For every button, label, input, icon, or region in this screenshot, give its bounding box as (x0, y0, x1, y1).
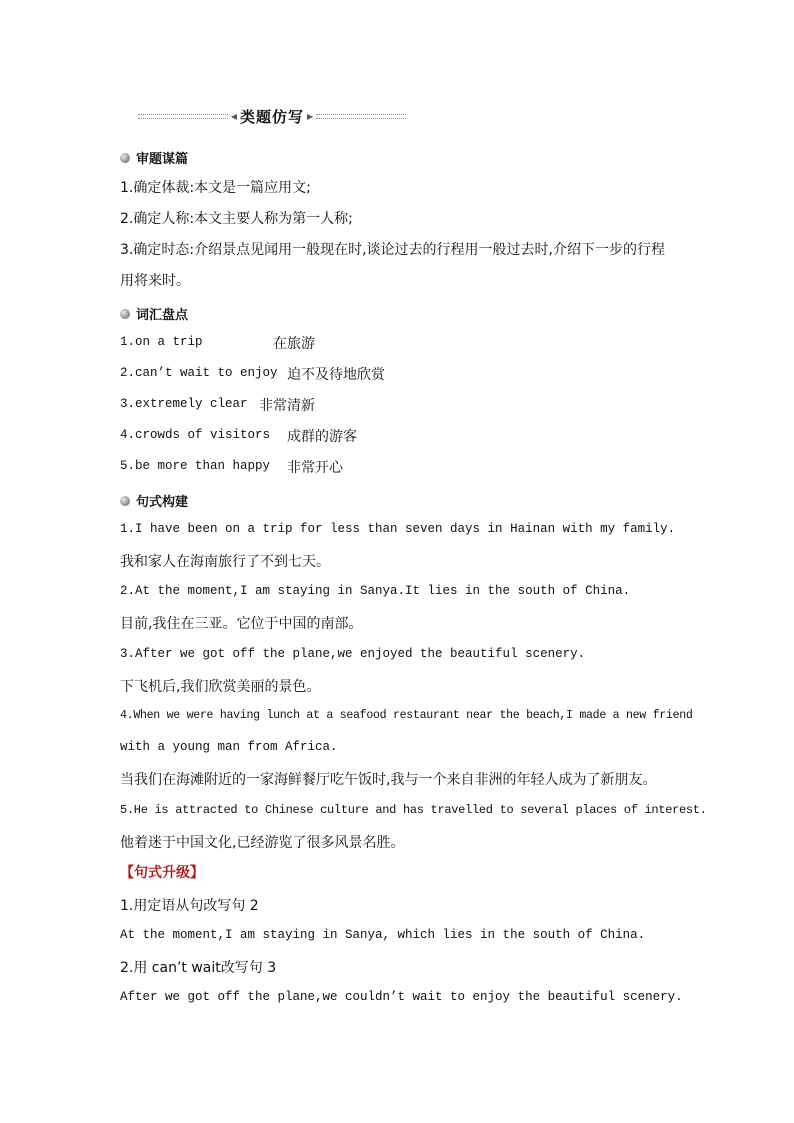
section-heading-vocabulary: 词汇盘点 (120, 304, 188, 323)
vocab-en-3: 3.extremely clear (120, 397, 248, 411)
sentence-cn-5: 他着迷于中国文化,已经游览了很多风景名胜。 (120, 835, 405, 851)
section-heading-review: 审题谋篇 (120, 148, 188, 167)
sentence-en-1: 1.I have been on a trip for less than seven days in Hainan with my family. (120, 522, 676, 536)
review-item-3: 3.确定时态:介绍景点见闻用一般现在时,谈论过去的行程用一般过去时,介绍下一步的行程 (120, 242, 665, 258)
sentence-en-4: 4.When we were having lunch at a seafood restaurant near the beach,I made a new friend (120, 709, 693, 722)
vocab-cn-5: 非常开心 (287, 460, 343, 476)
upgrade-answer-1: At the moment,I am staying in Sanya, which lies in the south of China. (120, 928, 646, 942)
bullet-icon (120, 153, 130, 163)
sentence-en-5: 5.He is attracted to Chinese culture and has travelled to several places of interest. (120, 803, 707, 817)
vocab-en-4: 4.crowds of visitors (120, 428, 271, 442)
vocab-en-1: 1.on a trip (120, 335, 203, 349)
upgrade-task-1: 1.用定语从句改写句 2 (120, 898, 259, 914)
triangle-left-icon: ◀ (230, 111, 237, 121)
vocab-cn-3: 非常清新 (259, 398, 315, 414)
header-dotted-rule-right (316, 114, 406, 119)
section-heading-sentences: 句式构建 (120, 491, 188, 510)
section-header (138, 106, 406, 126)
upgrade-answer-2: After we got off the plane,we couldn’t wait to enjoy the beautiful scenery. (120, 990, 683, 1004)
vocab-en-5: 5.be more than happy (120, 459, 271, 473)
vocab-cn-4: 成群的游客 (287, 429, 357, 445)
page-title: 类题仿写 (240, 107, 305, 126)
triangle-right-icon: ▶ (307, 111, 314, 121)
bullet-icon (120, 496, 130, 506)
header-dotted-rule-left (138, 114, 228, 119)
sentence-en-2: 2.At the moment,I am staying in Sanya.It lies in the south of China. (120, 584, 631, 598)
review-item-1: 1.确定体裁:本文是一篇应用文; (120, 180, 311, 196)
sentence-cn-2: 目前,我住在三亚。它位于中国的南部。 (120, 616, 363, 632)
upgrade-task-2: 2.用 can’t wait改写句 3 (120, 960, 277, 976)
sentence-en-4-cont: with a young man from Africa. (120, 740, 338, 754)
sentence-en-3: 3.After we got off the plane,we enjoyed the beautiful scenery. (120, 647, 586, 661)
review-item-2: 2.确定人称:本文主要人称为第一人称; (120, 211, 353, 227)
bullet-icon (120, 309, 130, 319)
review-item-3-cont: 用将来时。 (120, 273, 190, 289)
vocab-en-2: 2.can’t wait to enjoy (120, 366, 278, 380)
sentence-cn-3: 下飞机后,我们欣赏美丽的景色。 (120, 679, 321, 695)
vocab-cn-1: 在旅游 (273, 336, 315, 352)
vocab-cn-2: 迫不及待地欣赏 (287, 367, 385, 383)
section-heading-upgrade: 【句式升级】 (120, 865, 204, 881)
sentence-cn-1: 我和家人在海南旅行了不到七天。 (120, 554, 330, 570)
sentence-cn-4: 当我们在海滩附近的一家海鲜餐厅吃午饭时,我与一个来自非洲的年轻人成为了新朋友。 (120, 772, 657, 788)
